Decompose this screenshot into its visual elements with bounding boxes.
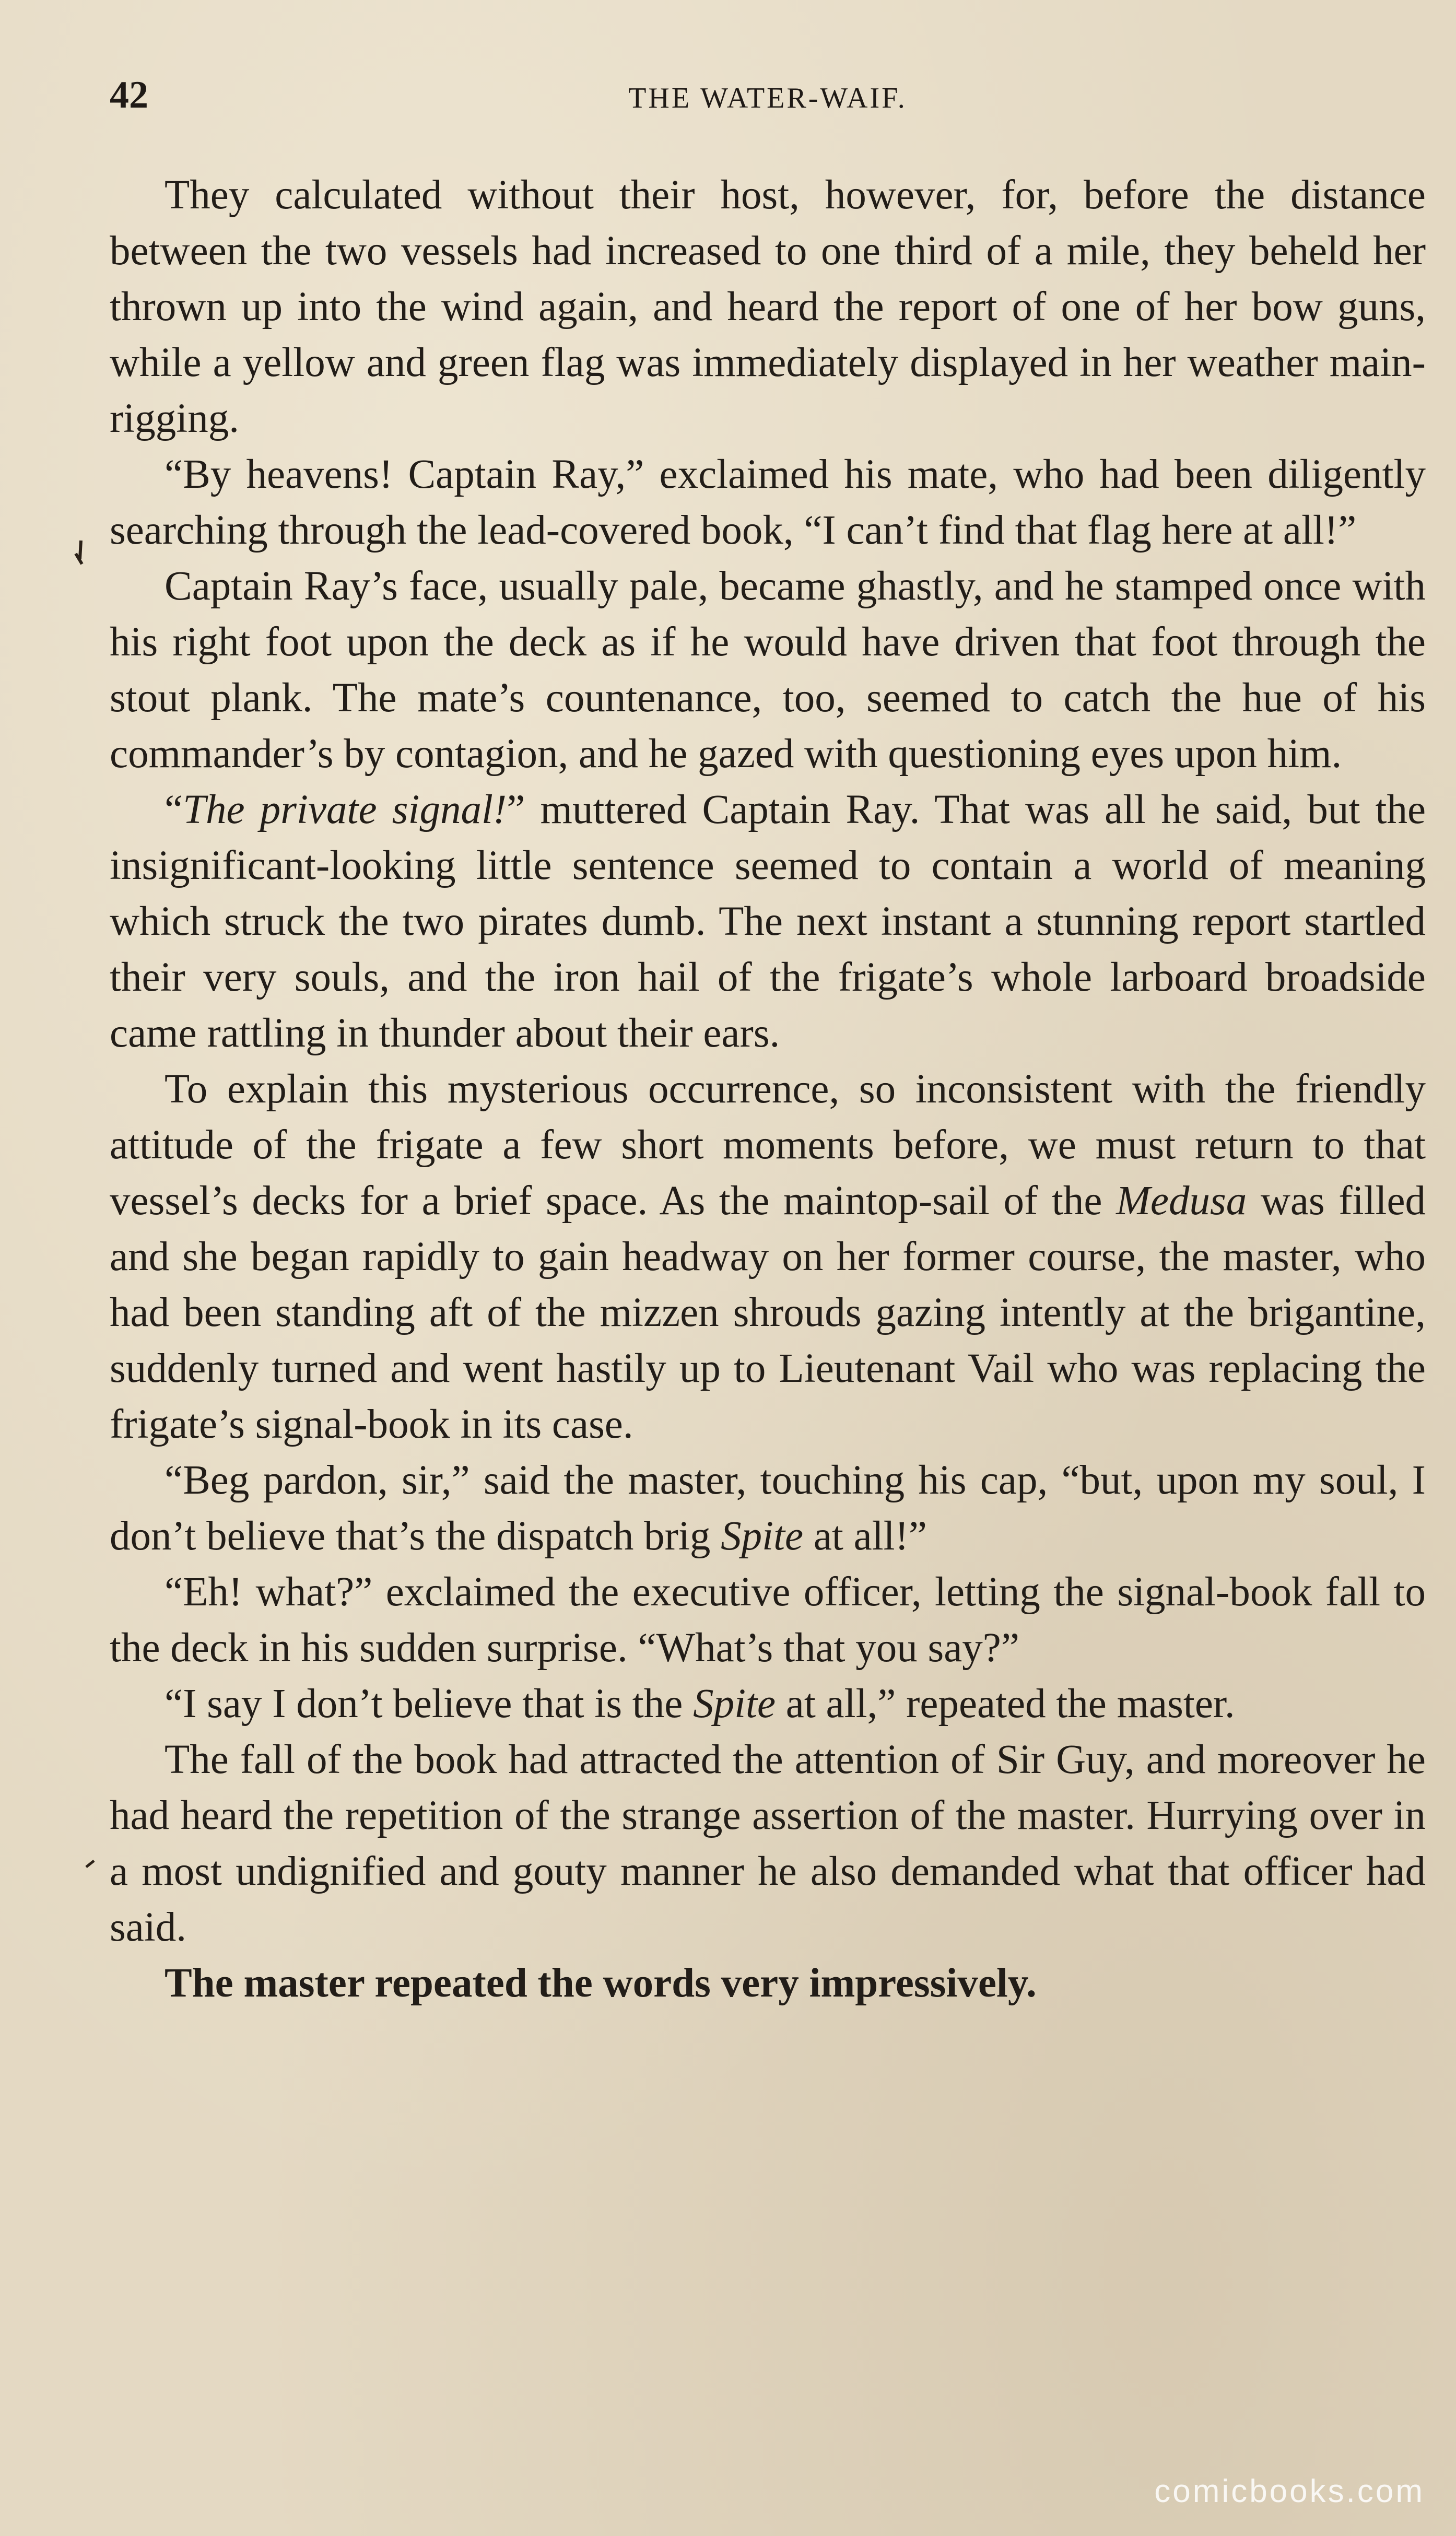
paragraph-1: They calculated without their host, however, for, before the distance between the two vessels had increased to one third of a mile, they beheld her thrown up into the wind again, and heard the report of one of her bow guns, while a yellow and green flag was immediately displayed in her weather main-rigging. (110, 172, 1426, 441)
paragraph-5-before: To explain this mysterious occurrence, so inconsistent with the friendly attitude of the frigate a few short moments before, we must return to that vessel’s decks for a brief space. As the maintop-sail of the (110, 1066, 1426, 1224)
body-text (110, 167, 1426, 2011)
paragraph-8-after: at all,” repeated the master. (776, 1681, 1235, 1727)
paragraph-7: “Eh! what?” exclaimed the executive officer, letting the signal-book fall to the deck in his sudden surprise. “What’s that you say?” (110, 1569, 1426, 1671)
margin-pencil-mark-1 (71, 538, 91, 580)
paragraph-8-before: “I say I don’t believe that is the (165, 1681, 694, 1727)
paragraph-4-text: ” muttered Captain Ray. That was all he said, but the insignificant-looking little sentence seemed to contain a world of meaning which struck the two pirates dumb. The next instant a stunning report startled their very souls, and the iron hail of the frigate’s whole larboard broadside came rattling in thunder about their ears. (110, 787, 1426, 1056)
spite-italic: Spite (721, 1513, 804, 1559)
paragraph-6-after: at all!” (803, 1513, 927, 1559)
margin-pencil-mark-2 (84, 1857, 99, 1872)
paragraph-6 (110, 1452, 1426, 1564)
comicbooks-watermark: comicbooks.com (1154, 2473, 1425, 2509)
paragraph-4-lead: “ (165, 787, 183, 832)
page-header (110, 73, 1426, 120)
paragraph-5 (110, 1061, 1426, 1452)
paragraph-5-after: was filled and she began rapidly to gain headway on her former course, the master, who had been standing aft of the mizzen shrouds gazing intently at the brigantine, suddenly turned and went hastily up to Lieutenant Vail who was replacing the frigate’s signal-book in its case. (110, 1178, 1426, 1447)
paragraph-3: Captain Ray’s face, usually pale, became ghastly, and he stamped once with his right foot upon the deck as if he would have driven that foot through the stout plank. The mate’s countenance, too, seemed to catch the hue of his commander’s by contagion, and he gazed with questioning eyes upon him. (110, 563, 1426, 777)
paragraph-6-before: “Beg pardon, sir,” said the master, touching his cap, “but, upon my soul, I don’t believe that’s the dispatch brig (110, 1458, 1426, 1559)
paragraph-10: The master repeated the words very impressively. (165, 1960, 1037, 2006)
paragraph-2: “By heavens! Captain Ray,” exclaimed his mate, who had been diligently searching through the lead-covered book, “I can’t find that flag here at all!” (110, 452, 1426, 553)
spite-italic-2: Spite (693, 1681, 776, 1727)
private-signal-italic: The private signal! (183, 787, 507, 832)
paragraph-8 (110, 1676, 1426, 1732)
paragraph-9: The fall of the book had attracted the attention of Sir Guy, and moreover he had heard the repetition of the strange assertion of the master. Hurrying over in a most undignified and gouty manner he also demanded what that officer had said. (110, 1737, 1426, 1950)
paragraph-4 (110, 782, 1426, 1061)
page-number: 42 (110, 74, 148, 116)
medusa-italic: Medusa (1116, 1178, 1247, 1224)
running-title: THE WATER-WAIF. (628, 82, 907, 114)
